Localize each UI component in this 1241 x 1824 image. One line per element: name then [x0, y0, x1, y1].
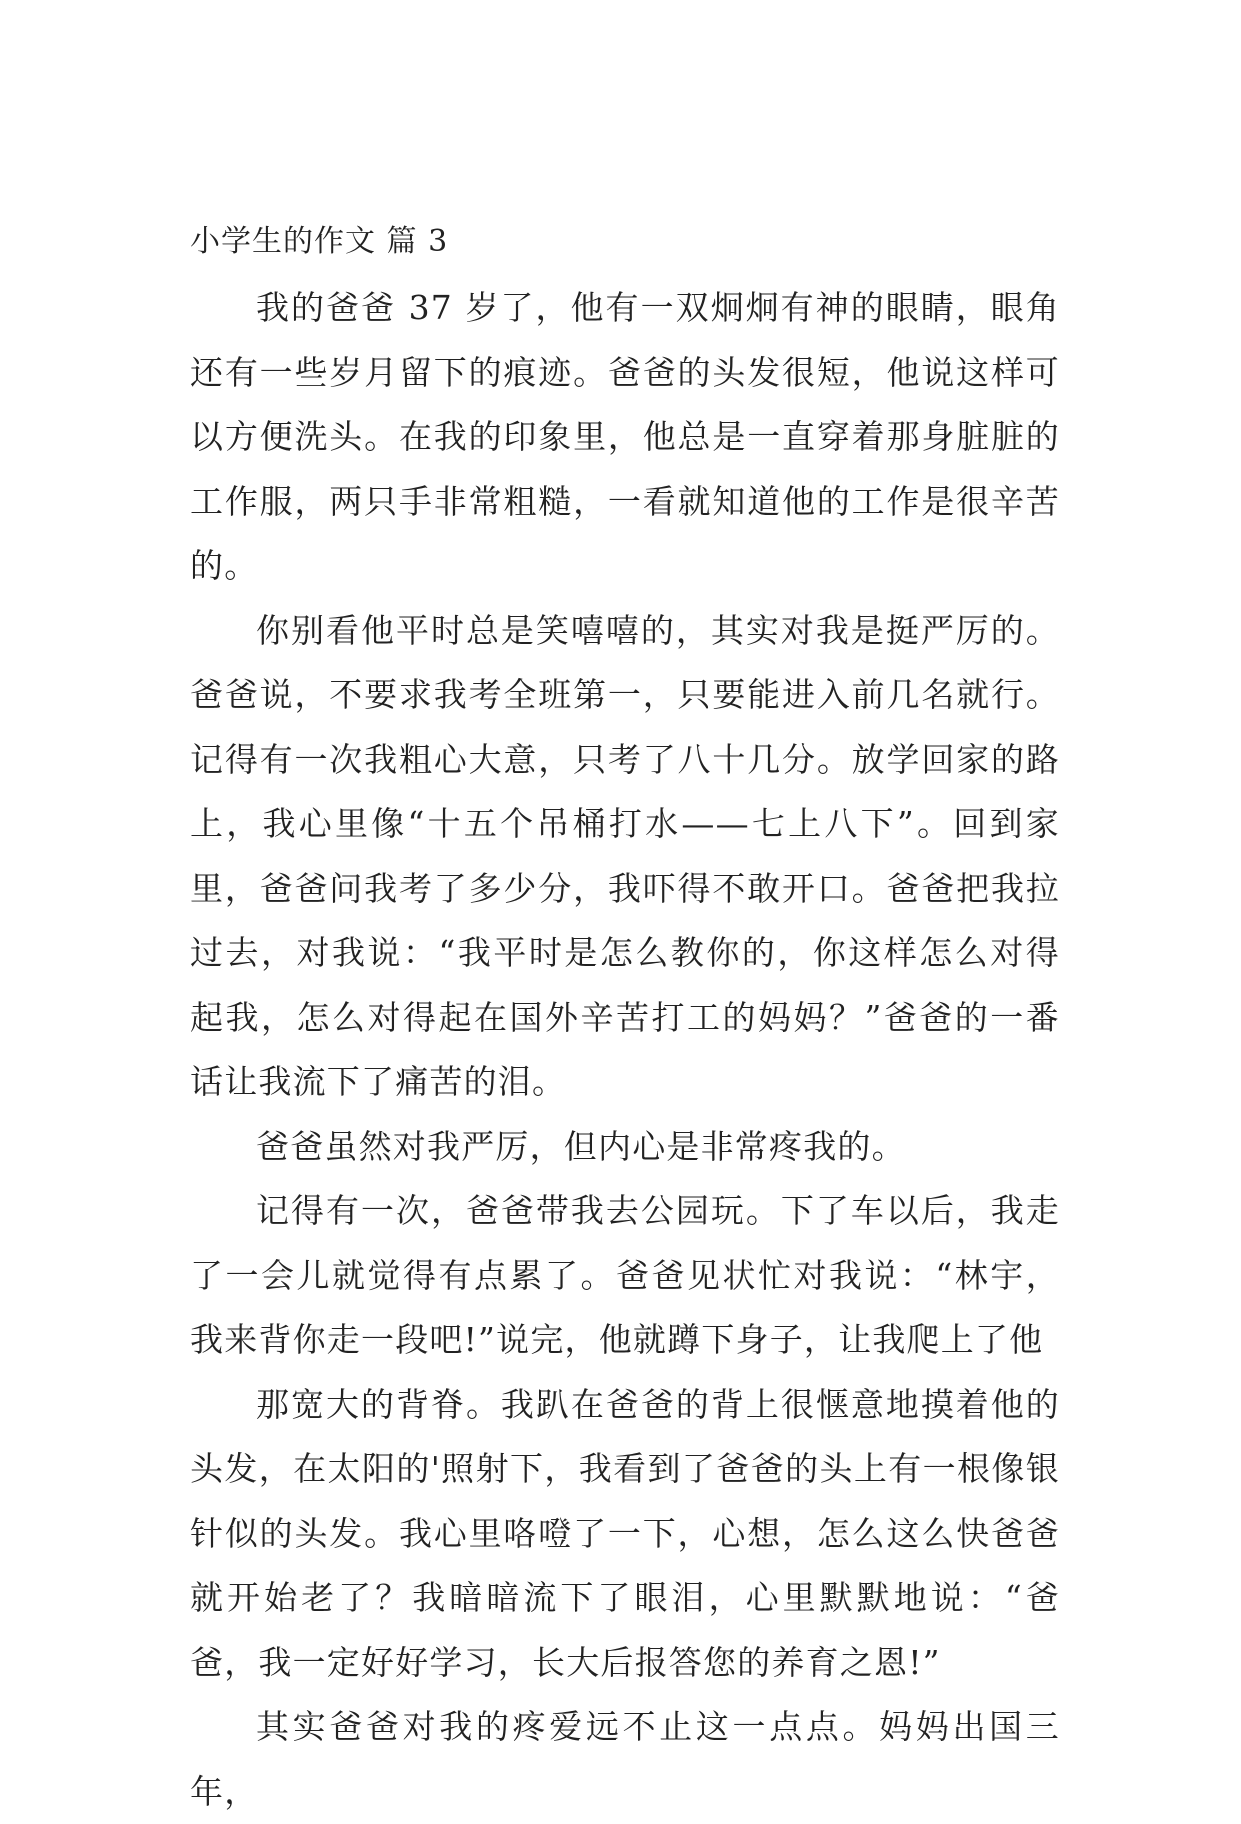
paragraph-2: 你别看他平时总是笑嘻嘻的，其实对我是挺严厉的。爸爸说，不要求我考全班第一，只要能进入前几名就行。记得有一次我粗心大意，只考了八十几分。放学回家的路上，我心里像“十五个吊桶打水——七上八下”。回到家里，爸爸问我考了多少分，我吓得不敢开口。爸爸把我拉过去，对我说：“我平时是怎么教你的，你这样怎么对得起我，怎么对得起在国外辛苦打工的妈妈？”爸爸的一番话让我流下了痛苦的泪。 [190, 610, 1060, 1101]
essay-body [190, 218, 1060, 1824]
essay-title: 小学生的作文 篇 3 [190, 224, 449, 259]
paragraph-6: 其实爸爸对我的疼爱远不止这一点点。妈妈出国三年， [190, 1707, 1060, 1811]
paragraph-4: 记得有一次，爸爸带我去公园玩。下了车以后，我走了一会儿就觉得有点累了。爸爸见状忙对我说：“林宇，我来背你走一段吧!”说完，他就蹲下身子，让我爬上了他 [190, 1191, 1060, 1359]
paragraph-5: 那宽大的背脊。我趴在爸爸的背上很惬意地摸着他的头发，在太阳的'照射下，我看到了爸爸的头上有一根像银针似的头发。我心里咯噔了一下，心想，怎么这么快爸爸就开始老了？我暗暗流下了眼泪，心里默默地说：“爸爸，我一定好好学习，长大后报答您的养育之恩!” [190, 1384, 1060, 1682]
paragraph-3: 爸爸虽然对我严厉，但内心是非常疼我的。 [256, 1126, 906, 1166]
paragraph-1: 我的爸爸 37 岁了，他有一双炯炯有神的眼睛，眼角还有一些岁月留下的痕迹。爸爸的头发很短，他说这样可以方便洗头。在我的印象里，他总是一直穿着那身脏脏的工作服，两只手非常粗糙，一看就知道他的工作是很辛苦的。 [190, 288, 1060, 585]
